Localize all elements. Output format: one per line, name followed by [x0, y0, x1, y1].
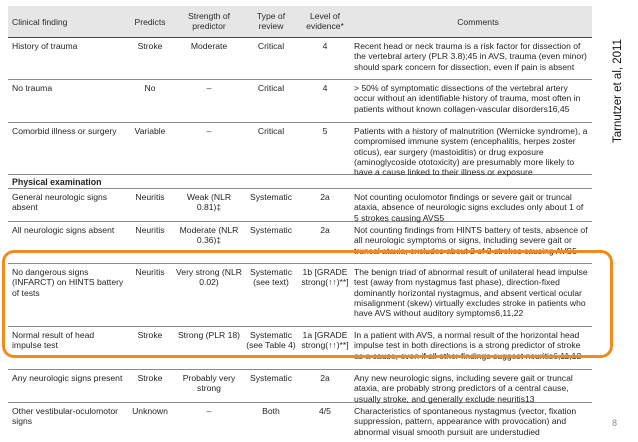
cell-comments: > 50% of symptomatic dissections of the vertebral artery occur without an identifiable history of trauma, most often in patients without known collagen-vascular disorders16,45 — [354, 83, 581, 114]
cell-review: Systematic — [249, 373, 293, 383]
cell-level: 4 — [322, 83, 328, 93]
cell-strength: Very strong (NLR 0.02) — [176, 267, 242, 288]
cell-comments: Any new neurologic signs, including severe gait or truncal ataxia, are probably strong predictors of a central cause, usually stroke, and generally exclude neuritis13 — [354, 373, 573, 404]
cell-review: Systematic — [249, 192, 293, 202]
table-row — [8, 403, 592, 442]
header-strength: Strength of predictor — [187, 11, 231, 31]
cell-finding: No dangerous signs (INFARCT) on HINTS battery of tests — [12, 267, 124, 298]
cell-predicts: Stroke — [137, 373, 163, 383]
citation-text: Tarnutzer et al, 2011 — [612, 39, 624, 143]
section-title: Physical examination — [12, 177, 102, 187]
cell-finding: No trauma — [12, 83, 53, 93]
cell-predicts: Stroke — [137, 41, 163, 51]
header-comments: Comments — [457, 17, 499, 27]
cell-finding: Comorbid illness or surgery — [12, 126, 117, 136]
cell-level: 2a — [320, 373, 330, 383]
cell-strength: Strong (PLR 18) — [177, 330, 241, 340]
cell-finding: Any neurologic signs present — [12, 373, 123, 383]
citation-label — [601, 6, 635, 176]
header-type-of-review: Type of review — [256, 11, 286, 31]
table-row — [8, 38, 592, 80]
cell-review: Critical — [257, 126, 285, 136]
cell-predicts: Unknown — [132, 406, 168, 416]
cell-level: 5 — [322, 126, 328, 136]
cell-comments: The benign triad of abnormal result of unilateral head impulse test (away from nystagmus fast phase), direction-fixed dominantly horizontal nystagmus, and absent vertical ocular misalignment (skew) virtually excludes stroke in patients who have AVS without auditory symptoms6,11,22 — [354, 267, 588, 319]
cell-review: Critical — [257, 83, 285, 93]
table-row — [8, 189, 592, 222]
cell-review: Both — [262, 406, 280, 416]
cell-comments: Characteristics of spontaneous nystagmus (vector, fixation suppression, pattern, appearance with provocation) and abnormal visual smooth pursuit are understudied — [354, 406, 577, 437]
cell-predicts: Neuritis — [135, 225, 165, 235]
cell-finding: Normal result of head impulse test — [12, 330, 95, 351]
cell-strength: Probably very strong — [182, 373, 236, 394]
cell-level: 2a — [320, 225, 330, 235]
cell-review: Systematic (see text) — [249, 267, 293, 288]
evidence-table — [8, 6, 592, 442]
table-header — [8, 6, 592, 38]
table-row — [8, 370, 592, 403]
cell-strength: Weak (NLR 0.81)‡ — [186, 192, 232, 213]
page-number: 8 — [612, 418, 618, 428]
header-level-of-evidence: Level of evidence* — [306, 11, 344, 31]
table-row — [8, 80, 592, 123]
cell-predicts: Stroke — [137, 330, 163, 340]
cell-strength: Moderate (NLR 0.36)‡ — [179, 225, 239, 246]
cell-predicts: Neuritis — [135, 192, 165, 202]
cell-strength: – — [206, 406, 212, 416]
cell-comments: Recent head or neck trauma is a risk factor for dissection of the vertebral artery (PLR 3.8);45 in AVS, trauma (even minor) should spark concern for dissection, even if pain is absent — [354, 41, 587, 72]
cell-level: 4/5 — [319, 406, 331, 416]
cell-finding: General neurologic signs absent — [12, 192, 108, 213]
cell-comments: Not counting findings from HINTS battery of tests, absence of all neurologic symptoms or signs, including severe gait or truncal ataxia, excludes about 2 of 3 strokes causing AVS5 — [354, 225, 588, 256]
cell-review: Systematic (see Table 4) — [246, 330, 296, 351]
cell-strength: – — [206, 126, 212, 136]
cell-level: 2a — [320, 192, 330, 202]
cell-predicts: Neuritis — [135, 267, 165, 277]
cell-predicts: Variable — [134, 126, 166, 136]
cell-finding: History of trauma — [12, 41, 78, 51]
cell-level: 4 — [322, 41, 328, 51]
cell-review: Systematic — [249, 225, 293, 235]
cell-comments: Patients with a history of malnutrition (Wernicke syndrome), a compromised immune system (encephalitis, herpes zoster oticus), ear surgery (mastoiditis) or drug exposure (aminoglycoside ototoxicity) are presumably more likely to have a cause linked to their illness or exposure — [354, 126, 588, 178]
cell-predicts: No — [144, 83, 156, 93]
table-row — [8, 123, 592, 178]
cell-strength: – — [206, 83, 212, 93]
cell-review: Critical — [257, 41, 285, 51]
header-predicts: Predicts — [134, 17, 166, 27]
cell-comments: In a patient with AVS, a normal result of the horizontal head impulse test in both directions is a strong predictor of stroke as a cause, even if all other findings suggest neuritis6,11,12 — [354, 330, 582, 361]
cell-strength: Moderate — [190, 41, 228, 51]
highlight-box — [2, 250, 613, 358]
cell-level: 1b [GRADE strong(↑↑)**] — [301, 267, 349, 288]
cell-level: 1a [GRADE strong(↑↑)**] — [301, 330, 349, 351]
header-clinical-finding: Clinical finding — [12, 17, 68, 27]
section-heading — [8, 175, 592, 189]
cell-comments: Not counting oculomotor findings or severe gait or truncal ataxia, absence of neurologic signs excludes only about 1 of 5 strokes causing AVS5 — [354, 192, 584, 223]
cell-finding: All neurologic signs absent — [12, 225, 115, 235]
cell-finding: Other vestibular-oculomotor signs — [12, 406, 119, 427]
